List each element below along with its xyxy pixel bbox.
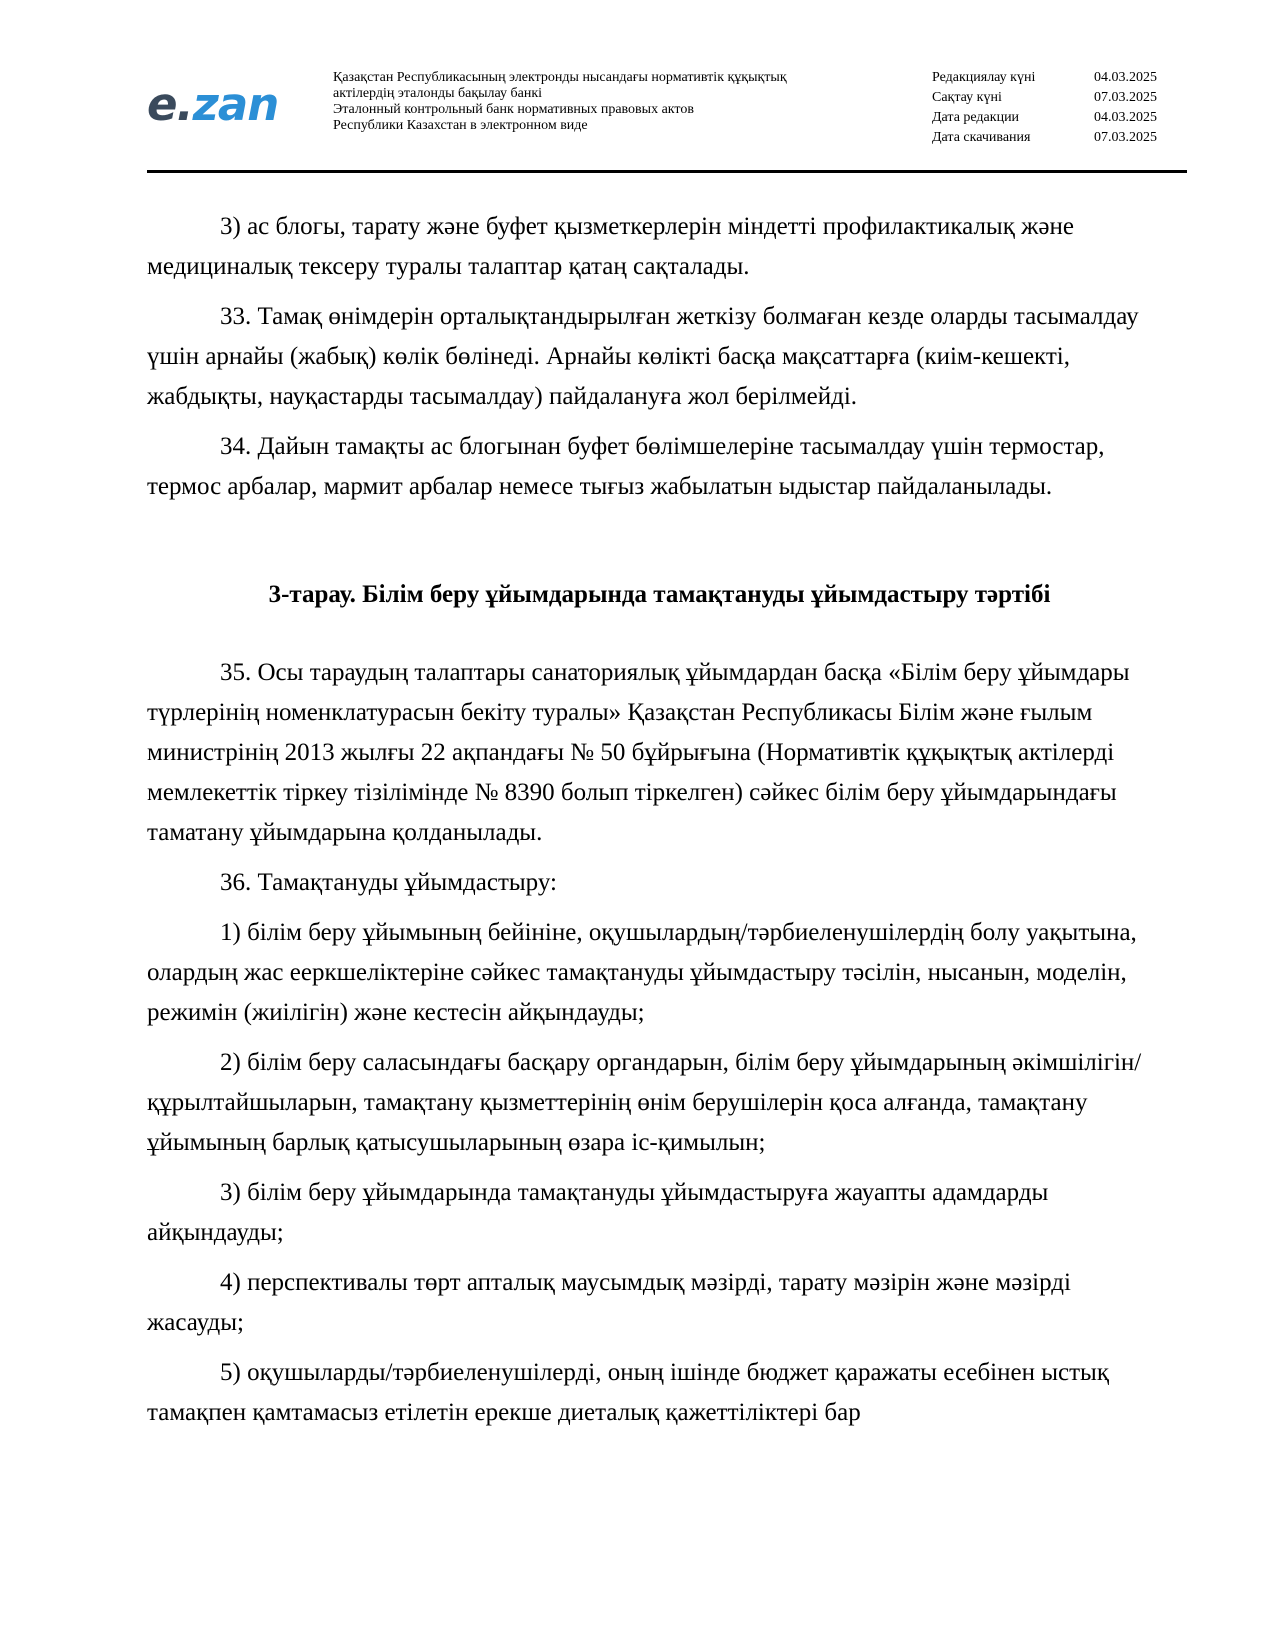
organization-line: актілердің эталонды бақылау банкі: [333, 86, 543, 101]
paragraph: 4) перспективалы төрт апталық маусымдық мәзірді, тарату мәзірін және мәзірді жасауды;: [147, 1269, 1071, 1336]
organization-name: [333, 70, 787, 134]
meta-row: [932, 68, 1157, 88]
paragraph: 5) оқушыларды/тәрбиеленушілерді, оның ішінде бюджет қаражаты есебінен ыстық тамақпен қамтамасыз етілетін ерекше диеталық қажеттіліктері бар: [147, 1359, 1109, 1426]
organization-line: Қазақстан Республикасының электронды нысандағы нормативтік құқықтық: [333, 70, 787, 85]
header-divider: [147, 170, 1187, 173]
meta-row: [932, 128, 1157, 148]
paragraph: 34. Дайын тамақты ас блогынан буфет бөлімшелеріне тасымалдау үшін термостар, термос арбалар, мармит арбалар немесе тығыз жабылатын ыдыстар пайдаланылады.: [147, 433, 1105, 500]
organization-line: Республики Казахстан в электронном виде: [333, 118, 588, 133]
meta-value: 04.03.2025: [1094, 110, 1157, 125]
meta-label: Редакциялау күні: [932, 70, 1036, 85]
meta-value: 07.03.2025: [1094, 130, 1157, 145]
meta-label: Сақтау күні: [932, 90, 1002, 105]
paragraph: 35. Осы тараудың талаптары санаториялық ұйымдардан басқа «Білім беру ұйымдары түрлерінің номенклатурасын бекіту туралы» Қазақстан Республикасы Білім және ғылым министрінің 2013 жылғы 22 ақпандағы № 50 бұйрығына (Нормативтік құқықтық актілерді мемлекеттік тіркеу тізілімінде № 8390 болып тіркелген) сәйкес білім беру ұйымдарындағы таматану ұйымдарына қолданылады.: [147, 659, 1130, 846]
document-header: [147, 62, 1185, 172]
paragraph: 3) білім беру ұйымдарында тамақтануды ұйымдастыруға жауапты адамдарды айқындауды;: [147, 1179, 1049, 1246]
meta-label: Дата редакции: [932, 110, 1020, 125]
ezan-logo: e.zan: [147, 78, 279, 131]
paragraph: 33. Тамақ өнімдерін орталықтандырылған жеткізу болмаған кезде оларды тасымалдау үшін арнайы (жабық) көлік бөлінеді. Арнайы көлікті басқа мақсаттарға (киім-кешекті, жабдықты, науқастарды тасымалдау) пайдалануға жол берілмейді.: [147, 303, 1139, 410]
paragraph: 1) білім беру ұйымының бейініне, оқушылардың/тәрбиеленушілердің болу уақытына, олардың жас ееркшеліктеріне сәйкес тамақтануды ұйымдастыру тәсілін, нысанын, моделін, режимін (жиілігін) және кестесін айқындауды;: [147, 919, 1137, 1026]
paragraph: 2) білім беру саласындағы басқару органдарын, білім беру ұйымдарының әкімшілігін/құрылтайшыларын, тамақтану қызметтерінің өнім берушілерін қоса алғанда, тамақтану ұйымының барлық қатысушыларының өзара іс-қимылын;: [147, 1049, 1142, 1156]
meta-row: [932, 108, 1157, 128]
paragraph: 36. Тамақтануды ұйымдастыру:: [220, 869, 557, 896]
meta-value: 07.03.2025: [1094, 90, 1157, 105]
meta-value: 04.03.2025: [1094, 70, 1157, 85]
meta-label: Дата скачивания: [932, 130, 1031, 145]
meta-row: [932, 88, 1157, 108]
chapter-heading: 3-тарау. Білім беру ұйымдарында тамақтануды ұйымдастыру тәртібі: [268, 581, 1051, 608]
document-dates-table: [932, 68, 1157, 148]
paragraph: 3) ас блогы, тарату және буфет қызметкерлерін міндетті профилактикалық және медициналық тексеру туралы талаптар қатаң сақталады.: [147, 213, 1074, 280]
organization-line: Эталонный контрольный банк нормативных правовых актов: [333, 102, 694, 117]
document-body: [147, 207, 1172, 1443]
